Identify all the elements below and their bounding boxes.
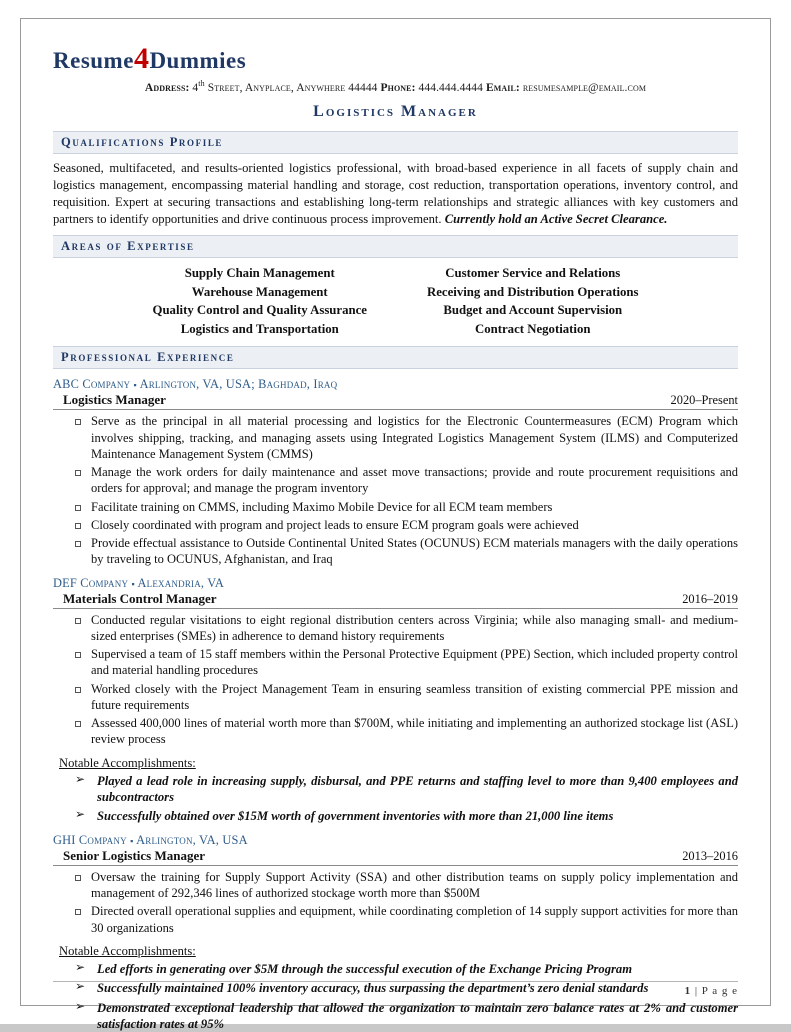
- separator-icon: ▪: [134, 380, 137, 390]
- job-dates: 2020–Present: [671, 393, 738, 408]
- qualifications-emphasis: Currently hold an Active Secret Clearance.: [445, 212, 668, 226]
- notable-accomplishments-label: Notable Accomplishments:: [59, 756, 738, 771]
- bullet-item: Provide effectual assistance to Outside Continental United States (OCUNUS) ECM materials managers with the daily operations by traveling to OCUNUS, Afghanistan, and Iraq: [71, 535, 738, 568]
- job-dates: 2016–2019: [682, 592, 738, 607]
- bullet-item: Closely coordinated with program and project leads to ensure ECM program goals were achieved: [71, 517, 738, 533]
- bullet-item: Conducted regular visitations to eight regional distribution centers across Virginia; while also managing small- and medium-sized enterprises (SMEs) in adherence to demand history requirements: [71, 612, 738, 645]
- resume-sheet: [20, 18, 771, 1006]
- company-line: [53, 576, 738, 591]
- area-item: Receiving and Distribution Operations: [427, 283, 639, 302]
- separator-icon: ▪: [131, 579, 134, 589]
- notable-accomplishments-label: Notable Accomplishments:: [59, 944, 738, 959]
- job-bullet-list: [53, 413, 738, 567]
- brand-part2: Dummies: [149, 48, 246, 73]
- area-item: Warehouse Management: [152, 283, 367, 302]
- job-bullet-list: [53, 869, 738, 936]
- accomplishment-item: ➢ Successfully obtained over $15M worth of government inventories with more than 21,000 line items: [75, 808, 738, 824]
- footer-page-number: 1: [685, 985, 692, 997]
- area-item: Quality Control and Quality Assurance: [152, 301, 367, 320]
- accomplishment-item: ➢ Successfully maintained 100% inventory accuracy, thus surpassing the department’s zero denial standards: [75, 980, 738, 996]
- bullet-item: Oversaw the training for Supply Support Activity (SSA) and other distribution teams on supply policy implementation and management of 292,346 lines of authorized stockage worth more than $500M: [71, 869, 738, 902]
- page-footer: [53, 981, 738, 997]
- accomplishment-list: [53, 773, 738, 825]
- section-heading-areas: Areas of Expertise: [53, 235, 738, 258]
- area-item: Customer Service and Relations: [427, 264, 639, 283]
- phone-label: Phone:: [381, 81, 416, 93]
- bullet-item: Supervised a team of 15 staff members within the Personal Protective Equipment (PPE) Section, which included property control and material handling procedures: [71, 646, 738, 679]
- job-title: Senior Logistics Manager: [53, 848, 205, 864]
- address-ordinal: th: [198, 79, 204, 88]
- job-bullet-list: [53, 612, 738, 748]
- area-item: Supply Chain Management: [152, 264, 367, 283]
- separator-icon: ▪: [130, 836, 133, 846]
- bullet-item: Directed overall operational supplies and equipment, while coordinating completion of 14 supply support activities for more than 30 organizations: [71, 903, 738, 936]
- accomplishment-item: ➢ Demonstrated exceptional leadership that allowed the organization to maintain zero balance rates at 2% and customer satisfaction rates at 95%: [75, 1000, 738, 1032]
- brand-accent: 4: [134, 42, 150, 75]
- qualifications-paragraph: [53, 160, 738, 227]
- bullet-item: Facilitate training on CMMS, including Maximo Mobile Device for all ECM team members: [71, 499, 738, 515]
- areas-column-left: [152, 264, 367, 338]
- qualifications-text: Seasoned, multifaceted, and results-oriented logistics professional, with broad-based experience in all facets of supply chain and logistics management, encompassing material handling and storage, cost reduction, transportation operations, inventory control, and requisition. Expert at securing transactions and establishing long-term relationships and strategic alliances with key customers and partners to identify opportunities and drive continuous process improvement.: [53, 161, 738, 225]
- job-header-row: [53, 392, 738, 410]
- bullet-item: Manage the work orders for daily maintenance and asset move transactions; provide and route procurement requisitions and orders for approval; and manage the program inventory: [71, 464, 738, 497]
- brand-part1: Resume: [53, 48, 134, 73]
- email-label: Email:: [486, 81, 520, 93]
- job-header-row: [53, 848, 738, 866]
- job-header-row: [53, 591, 738, 609]
- address-label: Address:: [145, 81, 190, 93]
- accomplishment-item: ➢ Played a lead role in increasing supply, disbursal, and PPE returns and staffing level to more than 9,400 employees and subcontractors: [75, 773, 738, 806]
- phone-value: 444.444.4444: [419, 81, 483, 93]
- company-line: [53, 833, 738, 848]
- company-location: Arlington, VA, USA; Baghdad, Iraq: [140, 377, 338, 391]
- section-heading-qualifications: Qualifications Profile: [53, 131, 738, 154]
- accomplishment-item: ➢ Led efforts in generating over $5M through the successful execution of the Exchange Pricing Program: [75, 961, 738, 977]
- contact-line: [53, 79, 738, 94]
- company-name: DEF Company: [53, 576, 128, 590]
- company-location: Arlington, VA, USA: [136, 833, 248, 847]
- company-name: ABC Company: [53, 377, 130, 391]
- footer-divider: |: [695, 985, 698, 997]
- job-title: Logistics Manager: [53, 392, 166, 408]
- areas-column-right: [427, 264, 639, 338]
- job-dates: 2013–2016: [682, 849, 738, 864]
- job-title: Materials Control Manager: [53, 591, 217, 607]
- bullet-item: Worked closely with the Project Management Team in ensuring seamless transition of existing commercial PPE mission and future requirements: [71, 681, 738, 714]
- area-item: Logistics and Transportation: [152, 320, 367, 339]
- bullet-item: Serve as the principal in all material processing and logistics for the Electronic Countermeasures (ECM) Program which involves shipping, tracking, and managing assets using Integrated Logistics Management System (ILMS) and Computerized Maintenance Management System (CMMS): [71, 413, 738, 462]
- area-item: Budget and Account Supervision: [427, 301, 639, 320]
- company-name: GHI Company: [53, 833, 127, 847]
- company-line: [53, 377, 738, 392]
- page-title: Logistics Manager: [53, 103, 738, 121]
- bullet-item: Assessed 400,000 lines of material worth more than $700M, while initiating and implementing an authorized stockage list (ASL) review process: [71, 715, 738, 748]
- areas-of-expertise: [53, 264, 738, 338]
- brand-logo: [53, 43, 738, 75]
- email-value[interactable]: resumesample@email.com: [523, 81, 646, 93]
- footer-page-word: P a g e: [702, 985, 738, 997]
- address-number: 4: [192, 81, 198, 93]
- address-rest: Street, Anyplace, Anywhere 44444: [208, 81, 378, 93]
- company-location: Alexandria, VA: [137, 576, 224, 590]
- area-item: Contract Negotiation: [427, 320, 639, 339]
- section-heading-experience: Professional Experience: [53, 346, 738, 369]
